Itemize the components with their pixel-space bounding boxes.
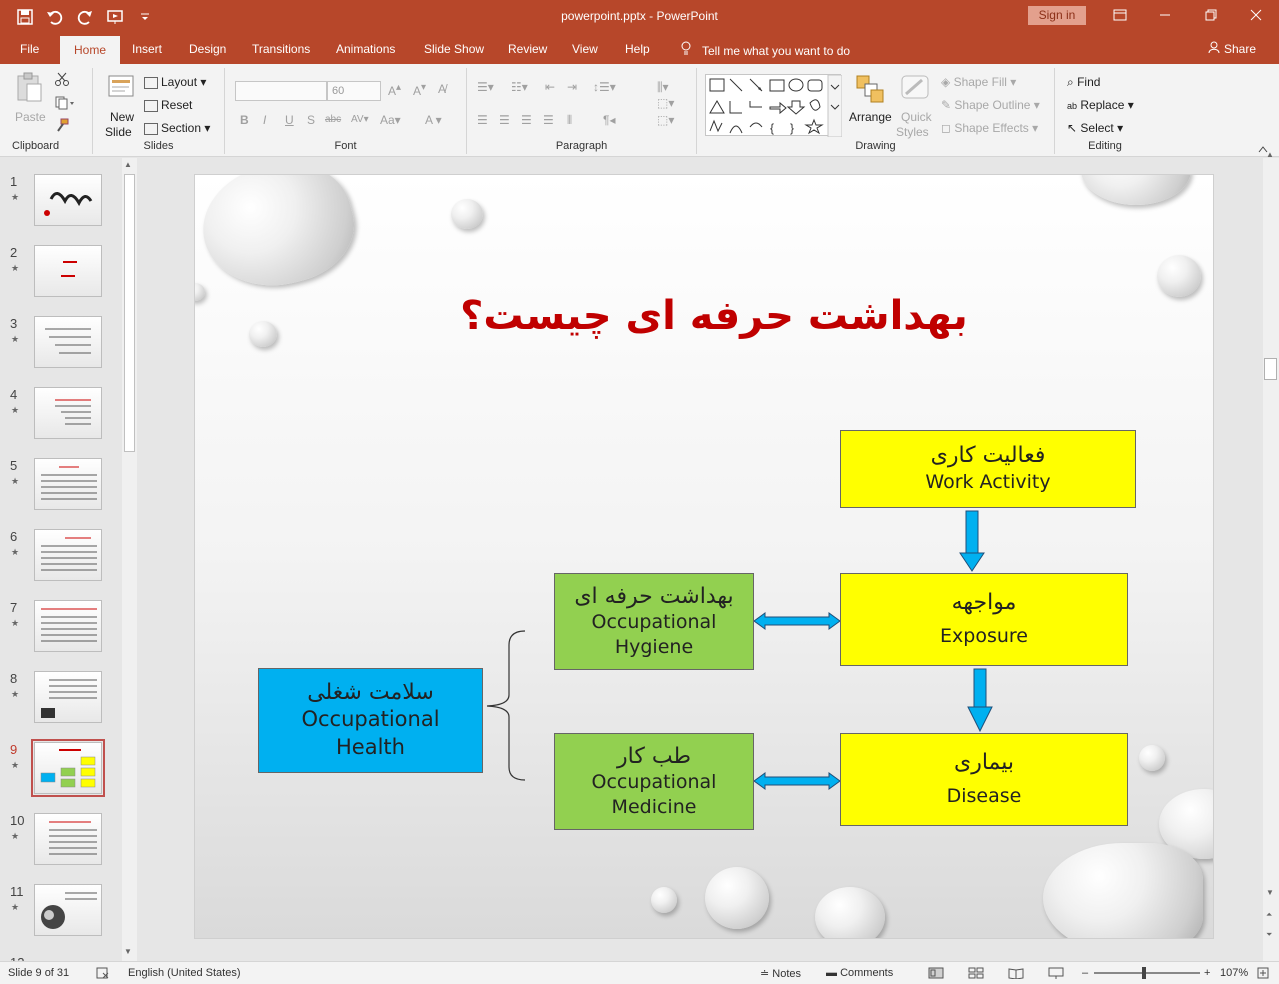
tell-me-label: Tell me what you want to do	[702, 44, 851, 58]
box-persian-label: مواجهه	[951, 589, 1017, 615]
quick-styles-line1[interactable]: Quick	[901, 110, 932, 124]
animation-star-icon: ★	[11, 263, 20, 273]
tab-file[interactable]: File	[20, 42, 40, 56]
box-english-label: Medicine	[611, 795, 697, 818]
thumbnail-image	[34, 600, 102, 652]
zoom-out-icon[interactable]: –	[1082, 967, 1089, 979]
tab-insert[interactable]: Insert	[132, 42, 163, 56]
box-english-label: Exposure	[940, 625, 1028, 648]
ribbon-display-options-icon[interactable]	[1105, 5, 1135, 27]
normal-view-icon[interactable]	[928, 967, 944, 982]
font-label: Font	[334, 140, 357, 152]
replace-button[interactable]: ab Replace ▾	[1067, 98, 1134, 112]
slide-thumbnail[interactable]	[0, 316, 120, 378]
brace-connector	[487, 631, 525, 780]
slide-number: 5	[10, 458, 18, 473]
paste-button[interactable]: Paste	[15, 110, 46, 124]
quick-styles-icon[interactable]	[900, 74, 930, 104]
text-direction-icon[interactable]: ⫼▾	[657, 80, 669, 94]
reset-button[interactable]	[144, 98, 192, 112]
thumbnail-image	[34, 742, 102, 794]
new-slide-line2[interactable]: Slide	[105, 125, 132, 139]
thumbnail-image	[34, 884, 102, 936]
box-english-label: Health	[336, 734, 405, 759]
smartart-icon[interactable]: ⬚▾	[657, 113, 675, 127]
font-color-icon[interactable]: A ▾	[425, 113, 442, 127]
scroll-up-icon[interactable]: ▲	[1266, 150, 1274, 159]
tab-animations[interactable]: Animations	[336, 42, 396, 56]
replace-icon: ab	[1067, 101, 1078, 111]
editing-group	[1055, 68, 1155, 154]
slide-thumbnail[interactable]	[0, 245, 120, 307]
shape-outline-button[interactable]: ✎ Shape Outline ▾	[941, 98, 1040, 112]
scroll-down-icon[interactable]: ▼	[1266, 888, 1274, 897]
section-button[interactable]: Section ▾	[144, 121, 210, 135]
box-english-label: Hygiene	[614, 635, 694, 658]
layout-label: Layout	[161, 75, 198, 89]
person-icon	[1208, 41, 1220, 56]
work-activity-box[interactable]	[840, 430, 1136, 508]
status-bar	[0, 961, 1279, 984]
shrink-font-icon[interactable]: A▾	[413, 82, 427, 98]
paste-icon[interactable]	[15, 72, 45, 102]
fit-to-window-icon[interactable]	[1257, 967, 1269, 982]
thumbnail-image	[34, 458, 102, 510]
zoom-slider-thumb[interactable]	[1142, 967, 1146, 979]
slide-sorter-icon[interactable]	[968, 967, 984, 982]
align-left-icon[interactable]: ☰	[477, 113, 488, 127]
columns-icon[interactable]: ⫴	[567, 113, 573, 127]
sign-in-button[interactable]: Sign in	[1028, 6, 1086, 25]
slide-canvas[interactable]	[194, 174, 1214, 939]
slide-thumbnail-pane	[0, 158, 140, 961]
strikethrough-icon[interactable]: abc	[325, 114, 342, 125]
thumbnail-scrollbar[interactable]	[122, 158, 137, 961]
tell-me-search[interactable]	[680, 41, 850, 58]
comments-label: Comments	[840, 967, 894, 979]
change-case-icon[interactable]: Aa▾	[380, 113, 401, 127]
box-persian-label: بهداشت حرفه ای	[574, 583, 734, 609]
slide-number: 3	[10, 316, 18, 331]
double-arrow	[754, 613, 840, 629]
shape-effects-button[interactable]: ◻ Shape Effects ▾	[941, 121, 1039, 135]
justify-icon[interactable]: ☰	[543, 113, 554, 127]
occupational-health-box[interactable]	[258, 668, 483, 773]
scroll-up-icon[interactable]: ▲	[124, 160, 132, 169]
paragraph-group	[467, 68, 697, 154]
new-slide-icon[interactable]	[107, 72, 137, 102]
animation-star-icon: ★	[11, 902, 20, 912]
thumbnail-image	[34, 316, 102, 368]
clipboard-group	[0, 68, 93, 154]
box-english-label: Disease	[946, 785, 1022, 808]
tab-transitions[interactable]: Transitions	[252, 42, 311, 56]
drawing-label: Drawing	[855, 140, 896, 152]
slide-number: 7	[10, 600, 18, 615]
slide-number: 10	[10, 813, 25, 828]
grow-font-icon[interactable]: A▴	[388, 82, 402, 98]
notes-icon: ≐	[760, 968, 770, 980]
close-icon[interactable]	[1241, 5, 1271, 27]
clipboard-label: Clipboard	[12, 140, 60, 152]
reset-label: Reset	[161, 98, 193, 112]
svg-text:}: }	[790, 121, 795, 135]
box-english-label: Work Activity	[925, 470, 1051, 493]
tab-home[interactable]: Home	[60, 36, 120, 64]
down-arrow	[960, 511, 984, 571]
box-persian-label: فعالیت کاری	[930, 443, 1046, 469]
paragraph-label: Paragraph	[555, 140, 608, 152]
box-persian-label: سلامت شغلی	[307, 680, 434, 705]
animation-star-icon: ★	[11, 334, 20, 344]
slide-scrollbar[interactable]	[1263, 150, 1279, 961]
paint-bucket-icon: ◈	[941, 75, 951, 89]
cut-icon[interactable]	[55, 72, 69, 89]
find-button[interactable]	[1067, 75, 1100, 90]
title-bar	[0, 0, 1279, 34]
section-label: Section	[161, 121, 202, 135]
slides-label: Slides	[143, 140, 174, 152]
lightbulb-icon	[680, 41, 692, 58]
slide-thumbnail[interactable]	[0, 600, 120, 662]
slides-group	[93, 68, 225, 154]
decrease-indent-icon[interactable]: ⇤	[545, 80, 556, 94]
previous-slide-icon[interactable]: ⏶	[1266, 910, 1273, 919]
spell-check-icon[interactable]	[96, 967, 110, 982]
cursor-icon: ↖	[1067, 121, 1078, 135]
thumbnail-image	[34, 529, 102, 581]
share-label: Share	[1224, 42, 1257, 56]
slide-scroll-thumb[interactable]	[1264, 358, 1277, 380]
ribbon	[0, 64, 1279, 157]
layout-button[interactable]: Layout ▾	[144, 75, 206, 89]
slide-thumbnail[interactable]	[0, 387, 120, 449]
find-label: Find	[1077, 75, 1101, 89]
replace-label: Replace	[1080, 98, 1125, 112]
occupational-medicine-box[interactable]	[554, 733, 754, 830]
effects-icon: ◻	[941, 121, 951, 135]
thumbnail-image	[34, 671, 102, 723]
scroll-down-icon[interactable]: ▼	[124, 947, 132, 956]
align-center-icon[interactable]: ☰	[499, 113, 510, 127]
section-icon	[144, 123, 158, 135]
disease-box[interactable]	[840, 733, 1128, 826]
zoom-in-icon[interactable]: +	[1204, 967, 1211, 979]
shadow-icon[interactable]: S	[307, 113, 316, 127]
box-english-label: Occupational	[591, 771, 717, 793]
down-arrow	[968, 669, 992, 731]
language-indicator[interactable]: English (United States)	[128, 967, 241, 979]
format-painter-icon[interactable]	[55, 118, 69, 135]
slide-number: 1	[10, 174, 18, 189]
tab-design[interactable]: Design	[189, 42, 227, 56]
rtl-icon[interactable]: ¶◂	[603, 113, 616, 127]
slide-thumbnail[interactable]	[0, 813, 120, 875]
slide-number: 9	[10, 742, 18, 757]
character-spacing-icon[interactable]: AV▾	[351, 114, 369, 125]
animation-star-icon: ★	[11, 547, 20, 557]
exposure-box[interactable]	[840, 573, 1128, 666]
tab-review[interactable]: Review	[508, 42, 548, 56]
thumbnail-image	[34, 387, 102, 439]
animation-star-icon: ★	[11, 192, 20, 202]
animation-star-icon: ★	[11, 405, 20, 415]
shape-fill-button[interactable]: ◈ Shape Fill ▾	[941, 75, 1017, 89]
slide-number: 2	[10, 245, 18, 260]
font-size-combo[interactable]: 60	[327, 81, 381, 101]
slide-thumbnail[interactable]	[0, 884, 120, 946]
box-persian-label: بیماری	[953, 749, 1015, 775]
next-slide-icon[interactable]: ⏷	[1266, 930, 1273, 939]
slide-thumbnail[interactable]	[0, 742, 120, 804]
reading-view-icon[interactable]	[1008, 967, 1024, 982]
animation-star-icon: ★	[11, 689, 20, 699]
numbering-icon[interactable]: ☷▾	[511, 80, 528, 94]
bullets-icon[interactable]: ☰▾	[477, 80, 494, 94]
pen-icon: ✎	[941, 98, 952, 112]
reset-icon	[144, 100, 158, 112]
tab-view[interactable]: View	[572, 42, 598, 56]
box-english-label: Occupational	[591, 611, 717, 633]
thumbnail-scroll-thumb[interactable]	[124, 174, 135, 452]
tab-slide-show[interactable]: Slide Show	[424, 42, 485, 56]
slide-show-icon[interactable]	[1048, 967, 1064, 982]
zoom-slider[interactable]	[1094, 972, 1200, 974]
tab-help[interactable]: Help	[625, 42, 650, 56]
slide-number: 11	[10, 884, 24, 899]
shape-effects-label: Shape Effects	[954, 121, 1029, 135]
underline-icon[interactable]: U	[285, 113, 294, 127]
arrange-icon[interactable]	[855, 74, 885, 104]
copy-icon[interactable]	[55, 96, 75, 113]
magnifier-icon: ⌕	[1067, 75, 1074, 89]
slide-thumbnail[interactable]	[0, 671, 120, 733]
zoom-level[interactable]: 107%	[1220, 967, 1249, 979]
animation-star-icon: ★	[11, 618, 20, 628]
share-button[interactable]	[1208, 41, 1256, 56]
align-right-icon[interactable]: ☰	[521, 113, 532, 127]
shape-outline-label: Shape Outline	[954, 98, 1031, 112]
line-spacing-icon[interactable]: ↕☰▾	[593, 80, 616, 94]
thumbnail-image	[34, 174, 102, 226]
restore-icon[interactable]	[1196, 5, 1226, 27]
thumbnail-image	[34, 245, 102, 297]
slide-title[interactable]: بهداشت حرفه ای چیست؟	[460, 293, 968, 339]
animation-star-icon: ★	[11, 760, 20, 770]
slide-number: 8	[10, 671, 18, 686]
notes-label: Notes	[772, 968, 802, 980]
comment-icon: ▬	[826, 967, 837, 979]
editing-label: Editing	[1088, 140, 1122, 152]
bold-icon[interactable]: B	[240, 113, 249, 127]
italic-icon[interactable]: I	[263, 113, 267, 127]
animation-star-icon: ★	[11, 476, 20, 486]
occupational-hygiene-box[interactable]	[554, 573, 754, 670]
shapes-gallery[interactable]	[705, 74, 841, 136]
animation-star-icon: ★	[11, 831, 20, 841]
shape-fill-label: Shape Fill	[953, 75, 1007, 89]
clear-formatting-icon[interactable]: A̸	[438, 82, 447, 96]
slide-thumbnail[interactable]	[0, 529, 120, 591]
quick-styles-line2[interactable]: Styles	[896, 125, 929, 139]
new-slide-line1[interactable]: New	[110, 110, 135, 124]
double-arrow	[754, 773, 840, 789]
drawing-group	[697, 68, 1055, 154]
slide-number: 6	[10, 529, 18, 544]
slide-counter: Slide 9 of 31	[8, 967, 70, 979]
thumbnail-image	[34, 813, 102, 865]
layout-icon	[144, 77, 158, 89]
slide-thumbnail[interactable]	[0, 458, 120, 520]
select-label: Select	[1080, 121, 1114, 135]
ribbon-tabs	[0, 34, 1279, 64]
slide-number: 4	[10, 387, 18, 402]
notes-button[interactable]	[760, 967, 801, 980]
box-english-label: Occupational	[301, 707, 440, 732]
slide-thumbnail[interactable]	[0, 174, 120, 236]
arrange-button[interactable]: Arrange	[849, 110, 892, 124]
box-persian-label: طب کار	[617, 743, 691, 769]
svg-text:{: {	[770, 121, 775, 135]
align-text-icon[interactable]: ⬚▾	[657, 96, 675, 110]
document-title: powerpoint.pptx - PowerPoint	[561, 9, 718, 23]
comments-button[interactable]	[826, 967, 893, 979]
increase-indent-icon[interactable]: ⇥	[567, 80, 578, 94]
font-name-combo[interactable]	[235, 81, 327, 101]
select-button[interactable]: ↖ Select ▾	[1067, 121, 1124, 135]
font-group	[225, 68, 467, 154]
minimize-icon[interactable]	[1150, 5, 1180, 27]
